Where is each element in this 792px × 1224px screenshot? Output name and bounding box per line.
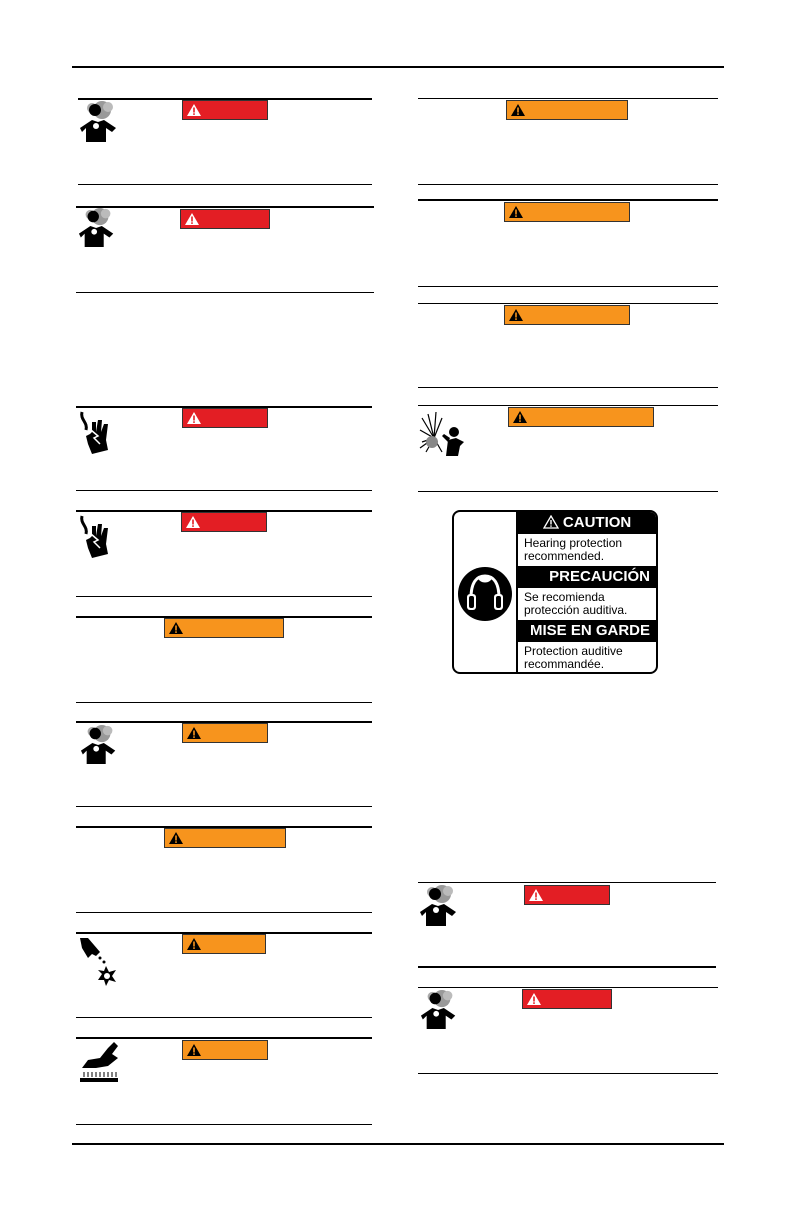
warning-badge bbox=[164, 618, 284, 638]
section-rule bbox=[418, 491, 718, 492]
alert-triangle-icon bbox=[187, 104, 201, 116]
toxic-vapor-icon bbox=[76, 207, 120, 247]
section-rule bbox=[76, 806, 372, 807]
alert-triangle-icon bbox=[543, 515, 559, 529]
alert-triangle-icon bbox=[529, 889, 543, 901]
precaucion-text-line: protección auditiva. bbox=[524, 603, 628, 617]
alert-triangle-icon bbox=[513, 411, 527, 423]
danger-badge bbox=[182, 408, 268, 428]
section-rule bbox=[76, 490, 372, 491]
footer-rule bbox=[72, 1143, 724, 1145]
alert-triangle-icon bbox=[527, 993, 541, 1005]
warning-badge bbox=[508, 407, 654, 427]
toxic-vapor-icon bbox=[418, 989, 462, 1029]
alert-triangle-icon bbox=[509, 309, 523, 321]
section-rule bbox=[418, 387, 718, 388]
label-text-panel bbox=[518, 512, 656, 672]
moving-parts-icon bbox=[78, 936, 120, 986]
alert-triangle-icon bbox=[169, 622, 183, 634]
hearing-protection-label bbox=[452, 510, 658, 674]
section-rule bbox=[418, 966, 716, 968]
danger-badge bbox=[524, 885, 610, 905]
danger-badge bbox=[522, 989, 612, 1009]
mise-en-garde-heading: MISE EN GARDE bbox=[518, 620, 656, 642]
section-rule bbox=[76, 1124, 372, 1125]
section-rule bbox=[418, 98, 718, 99]
section-rule bbox=[76, 206, 374, 208]
precaucion-text-line: Se recomienda bbox=[524, 590, 605, 604]
section-rule bbox=[418, 303, 718, 304]
warning-badge bbox=[504, 305, 630, 325]
section-rule bbox=[418, 987, 718, 988]
warning-badge bbox=[164, 828, 286, 848]
alert-triangle-icon bbox=[187, 727, 201, 739]
section-rule bbox=[78, 184, 372, 185]
section-rule bbox=[418, 1073, 718, 1074]
header-rule bbox=[72, 66, 724, 68]
mise-en-garde-text-line: Protection auditive bbox=[524, 644, 623, 658]
electric-shock-icon bbox=[78, 410, 116, 458]
section-rule bbox=[76, 702, 372, 703]
alert-triangle-icon bbox=[187, 1044, 201, 1056]
caution-heading bbox=[518, 512, 656, 534]
alert-triangle-icon bbox=[187, 412, 201, 424]
mise-en-garde-text-line: recommandée. bbox=[524, 657, 605, 671]
precaucion-heading: PRECAUCIÓN bbox=[518, 566, 656, 588]
alert-triangle-icon bbox=[185, 213, 199, 225]
explosion-icon bbox=[418, 408, 466, 456]
section-rule bbox=[418, 199, 718, 201]
warning-badge bbox=[182, 723, 268, 743]
section-rule bbox=[76, 1037, 372, 1039]
toxic-vapor-icon bbox=[418, 884, 462, 926]
alert-triangle-icon bbox=[511, 104, 525, 116]
alert-triangle-icon bbox=[187, 938, 201, 950]
toxic-vapor-icon bbox=[78, 724, 122, 764]
section-rule bbox=[418, 882, 716, 883]
warning-badge bbox=[504, 202, 630, 222]
alert-triangle-icon bbox=[186, 516, 200, 528]
section-rule bbox=[76, 1017, 372, 1018]
caution-heading-text: CAUTION bbox=[562, 514, 632, 531]
section-rule bbox=[76, 596, 372, 597]
section-rule bbox=[418, 184, 718, 185]
danger-badge bbox=[181, 512, 267, 532]
warning-badge bbox=[506, 100, 628, 120]
warning-badge bbox=[182, 934, 266, 954]
hearing-protection-icon bbox=[457, 566, 513, 622]
mise-en-garde-text bbox=[518, 642, 656, 674]
precaucion-text bbox=[518, 588, 656, 620]
danger-badge bbox=[182, 100, 268, 120]
alert-triangle-icon bbox=[509, 206, 523, 218]
section-rule bbox=[76, 292, 374, 293]
toxic-vapor-icon bbox=[78, 100, 122, 142]
label-icon-panel bbox=[454, 512, 518, 672]
warning-badge bbox=[182, 1040, 268, 1060]
section-rule bbox=[76, 912, 372, 913]
hot-surface-icon bbox=[78, 1040, 122, 1084]
caution-text-line: Hearing protection bbox=[524, 536, 623, 550]
caution-text-line: recommended. bbox=[524, 549, 605, 563]
danger-badge bbox=[180, 209, 270, 229]
electric-shock-icon bbox=[78, 514, 116, 562]
alert-triangle-icon bbox=[169, 832, 183, 844]
caution-text bbox=[518, 534, 656, 566]
section-rule bbox=[418, 405, 718, 406]
section-rule bbox=[418, 286, 718, 287]
